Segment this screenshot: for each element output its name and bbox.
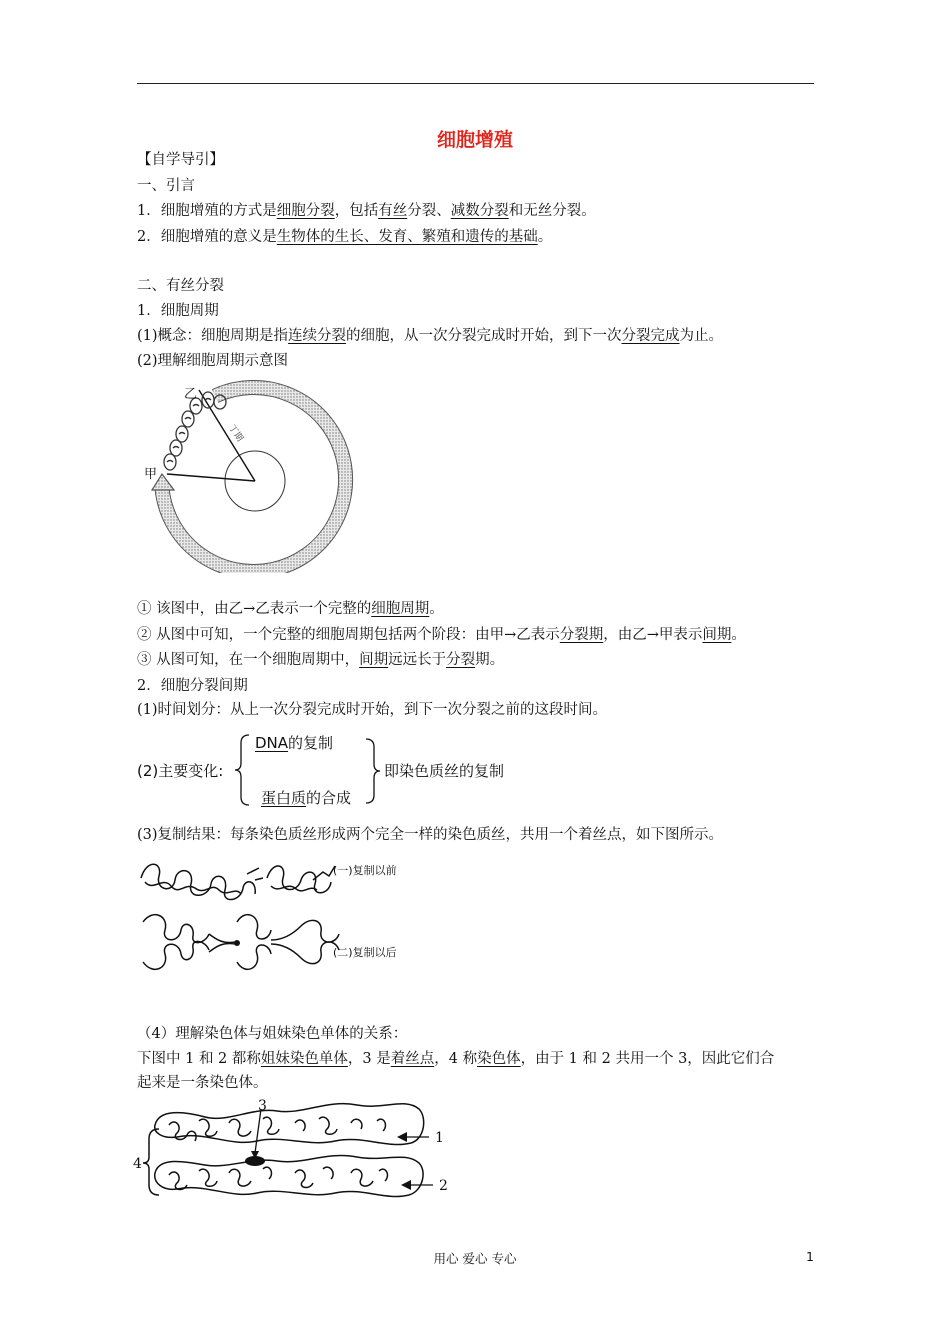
label-1: 1 — [435, 1130, 444, 1146]
footer-motto: 用心 爱心 专心 — [433, 1251, 517, 1266]
brace-4 — [143, 1129, 159, 1195]
relation-heading: （4）理解染色体与姐妹染色单体的关系： — [137, 1026, 408, 1042]
header-rule — [137, 83, 814, 84]
sub-interphase: 2．细胞分裂间期 — [137, 678, 248, 694]
label-arc: 丁期 — [226, 423, 245, 444]
cycle-point-3: ③ 从图可知，在一个细胞周期中，间期远远长于分裂期。 — [137, 652, 505, 668]
chromatid-1 — [155, 1104, 424, 1145]
concept-line: (1)概念：细胞周期是指连续分裂的细胞，从一次分裂完成时开始，到下一次分裂完成为止。 — [137, 328, 724, 344]
replication-result: (3)复制结果：每条染色质丝形成两个完全一样的染色质丝，共用一个着丝点，如下图所示。 — [137, 827, 724, 843]
dividing-cells — [164, 392, 226, 470]
chromatin-after — [143, 915, 339, 970]
cell-cycle-diagram — [140, 378, 355, 573]
label-yi: 乙 — [184, 387, 198, 402]
heading-intro: 一、引言 — [137, 178, 195, 194]
cycle-point-1: ① 该图中，由乙→乙表示一个完整的细胞周期。 — [137, 601, 444, 617]
main-change-figure: (2)主要变化: DNA的复制 蛋白质的合成 即染色质丝的复制 — [137, 734, 505, 807]
label-before: (一)复制以前 — [333, 864, 397, 877]
replication-figure — [137, 852, 427, 1000]
intro-line-2: 2．细胞增殖的意义是生物体的生长、发育、繁殖和遗传的基础。 — [137, 229, 553, 245]
relation-line-2: 起来是一条染色体。 — [137, 1075, 268, 1091]
chromatid-2 — [155, 1155, 423, 1196]
label-4: 4 — [133, 1156, 142, 1172]
sub-cell-cycle: 1．细胞周期 — [137, 303, 219, 319]
page-title: 细胞增殖 — [436, 129, 513, 151]
section-header: 【自学导引】 — [137, 152, 224, 168]
label-2: 2 — [439, 1178, 448, 1194]
chromosome-figure — [133, 1097, 463, 1209]
relation-line-1: 下图中 1 和 2 都称姐妹染色单体，3 是着丝点，4 称染色体，由于 1 和 2 共用一个 3，因此它们合 — [137, 1051, 775, 1067]
chromatin-before — [141, 864, 335, 899]
intro-line-1: 1．细胞增殖的方式是细胞分裂，包括有丝分裂、减数分裂和无丝分裂。 — [137, 203, 596, 219]
heading-mitosis: 二、有丝分裂 — [137, 278, 224, 294]
time-division: (1)时间划分：从上一次分裂完成时开始，到下一次分裂之前的这段时间。 — [137, 702, 608, 718]
page-number: 1 — [806, 1249, 814, 1264]
label-jia: 甲 — [144, 467, 158, 482]
understand-line: (2)理解细胞周期示意图 — [137, 353, 289, 369]
label-3: 3 — [258, 1098, 267, 1114]
label-after: (二)复制以后 — [333, 946, 397, 959]
centromere-dot — [234, 940, 240, 946]
cycle-point-2: ② 从图中可知，一个完整的细胞周期包括两个阶段：由甲→乙表示分裂期，由乙→甲表示间期。 — [137, 627, 746, 643]
